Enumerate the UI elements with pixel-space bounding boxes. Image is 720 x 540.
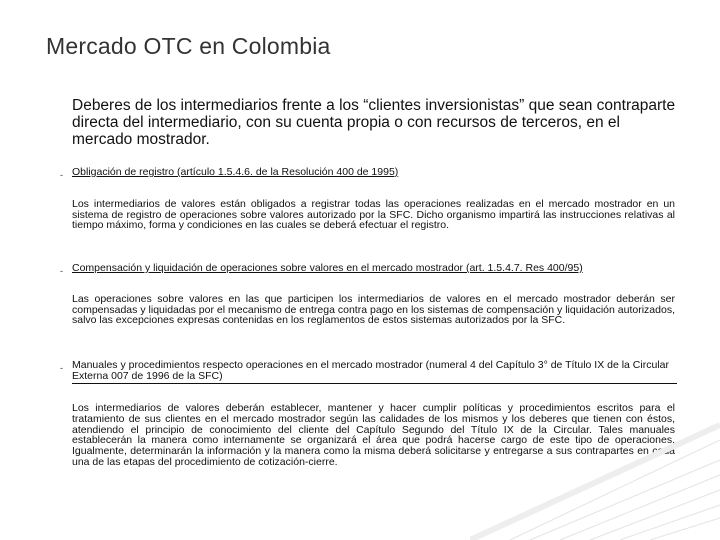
- intro-paragraph: Deberes de los intermediarios frente a los “clientes inversionistas” que sean contraparte directa del intermediario, con su cuenta propia o con recursos de terceros, en el mercado mostrador.: [72, 97, 676, 148]
- bullet-marker: -: [60, 363, 63, 373]
- bullet-marker: -: [60, 266, 63, 276]
- decorative-lines: [470, 420, 720, 540]
- section-3-heading: Manuales y procedimientos respecto operaciones en el mercado mostrador (numeral 4 del Capítulo 3° de Título IX de la Circular Externa 007 de 1996 de la SFC): [72, 360, 677, 384]
- section-1-heading: Obligación de registro (artículo 1.5.4.6. de la Resolución 400 de 1995): [72, 166, 399, 178]
- section-3-body: Los intermediarios de valores deberán establecer, mantener y hacer cumplir políticas y procedimientos escritos para el tratamiento de sus clientes en el mercado mostrador según las calidades de los mismos y los deberes que tienen con éstos, atendiendo el principio de conocimiento del cliente del Capítulo Segundo del Título IX de la Circular. Tales manuales establecerán la manera como internamente se organizará el área que podrá hacerse cargo de este tipo de operaciones. Igualmente, determinarán la información y la manera como la misma deberá solicitarse y entregarse a sus contrapartes en cada una de las etapas del procedimiento de cotización-cierre.: [72, 402, 675, 468]
- section-1-body: Los intermediarios de valores están obligados a registrar todas las operaciones realizadas en el mercado mostrador en un sistema de registro de operaciones sobre valores autorizado por la SFC. Dicho organismo impartirá las instrucciones relativas al tiempo máximo, forma y condiciones en las cuales se deberá efectuar el registro.: [72, 198, 675, 231]
- slide-title: Mercado OTC en Colombia: [46, 33, 331, 59]
- bullet-marker: -: [60, 170, 63, 180]
- section-2-heading: Compensación y liquidación de operaciones sobre valores en el mercado mostrador (art. 1.5.4.7. Res 400/95): [72, 262, 583, 274]
- section-2-body: Las operaciones sobre valores en las que participen los intermediarios de valores en el mercado mostrador deberán ser compensadas y liquidadas por el mecanismo de entrega contra pago en los sistemas de compensación y liquidación autorizados, salvo las excepciones expresas contenidas en los reglamentos de estos sistemas autorizados por la SFC.: [72, 293, 675, 326]
